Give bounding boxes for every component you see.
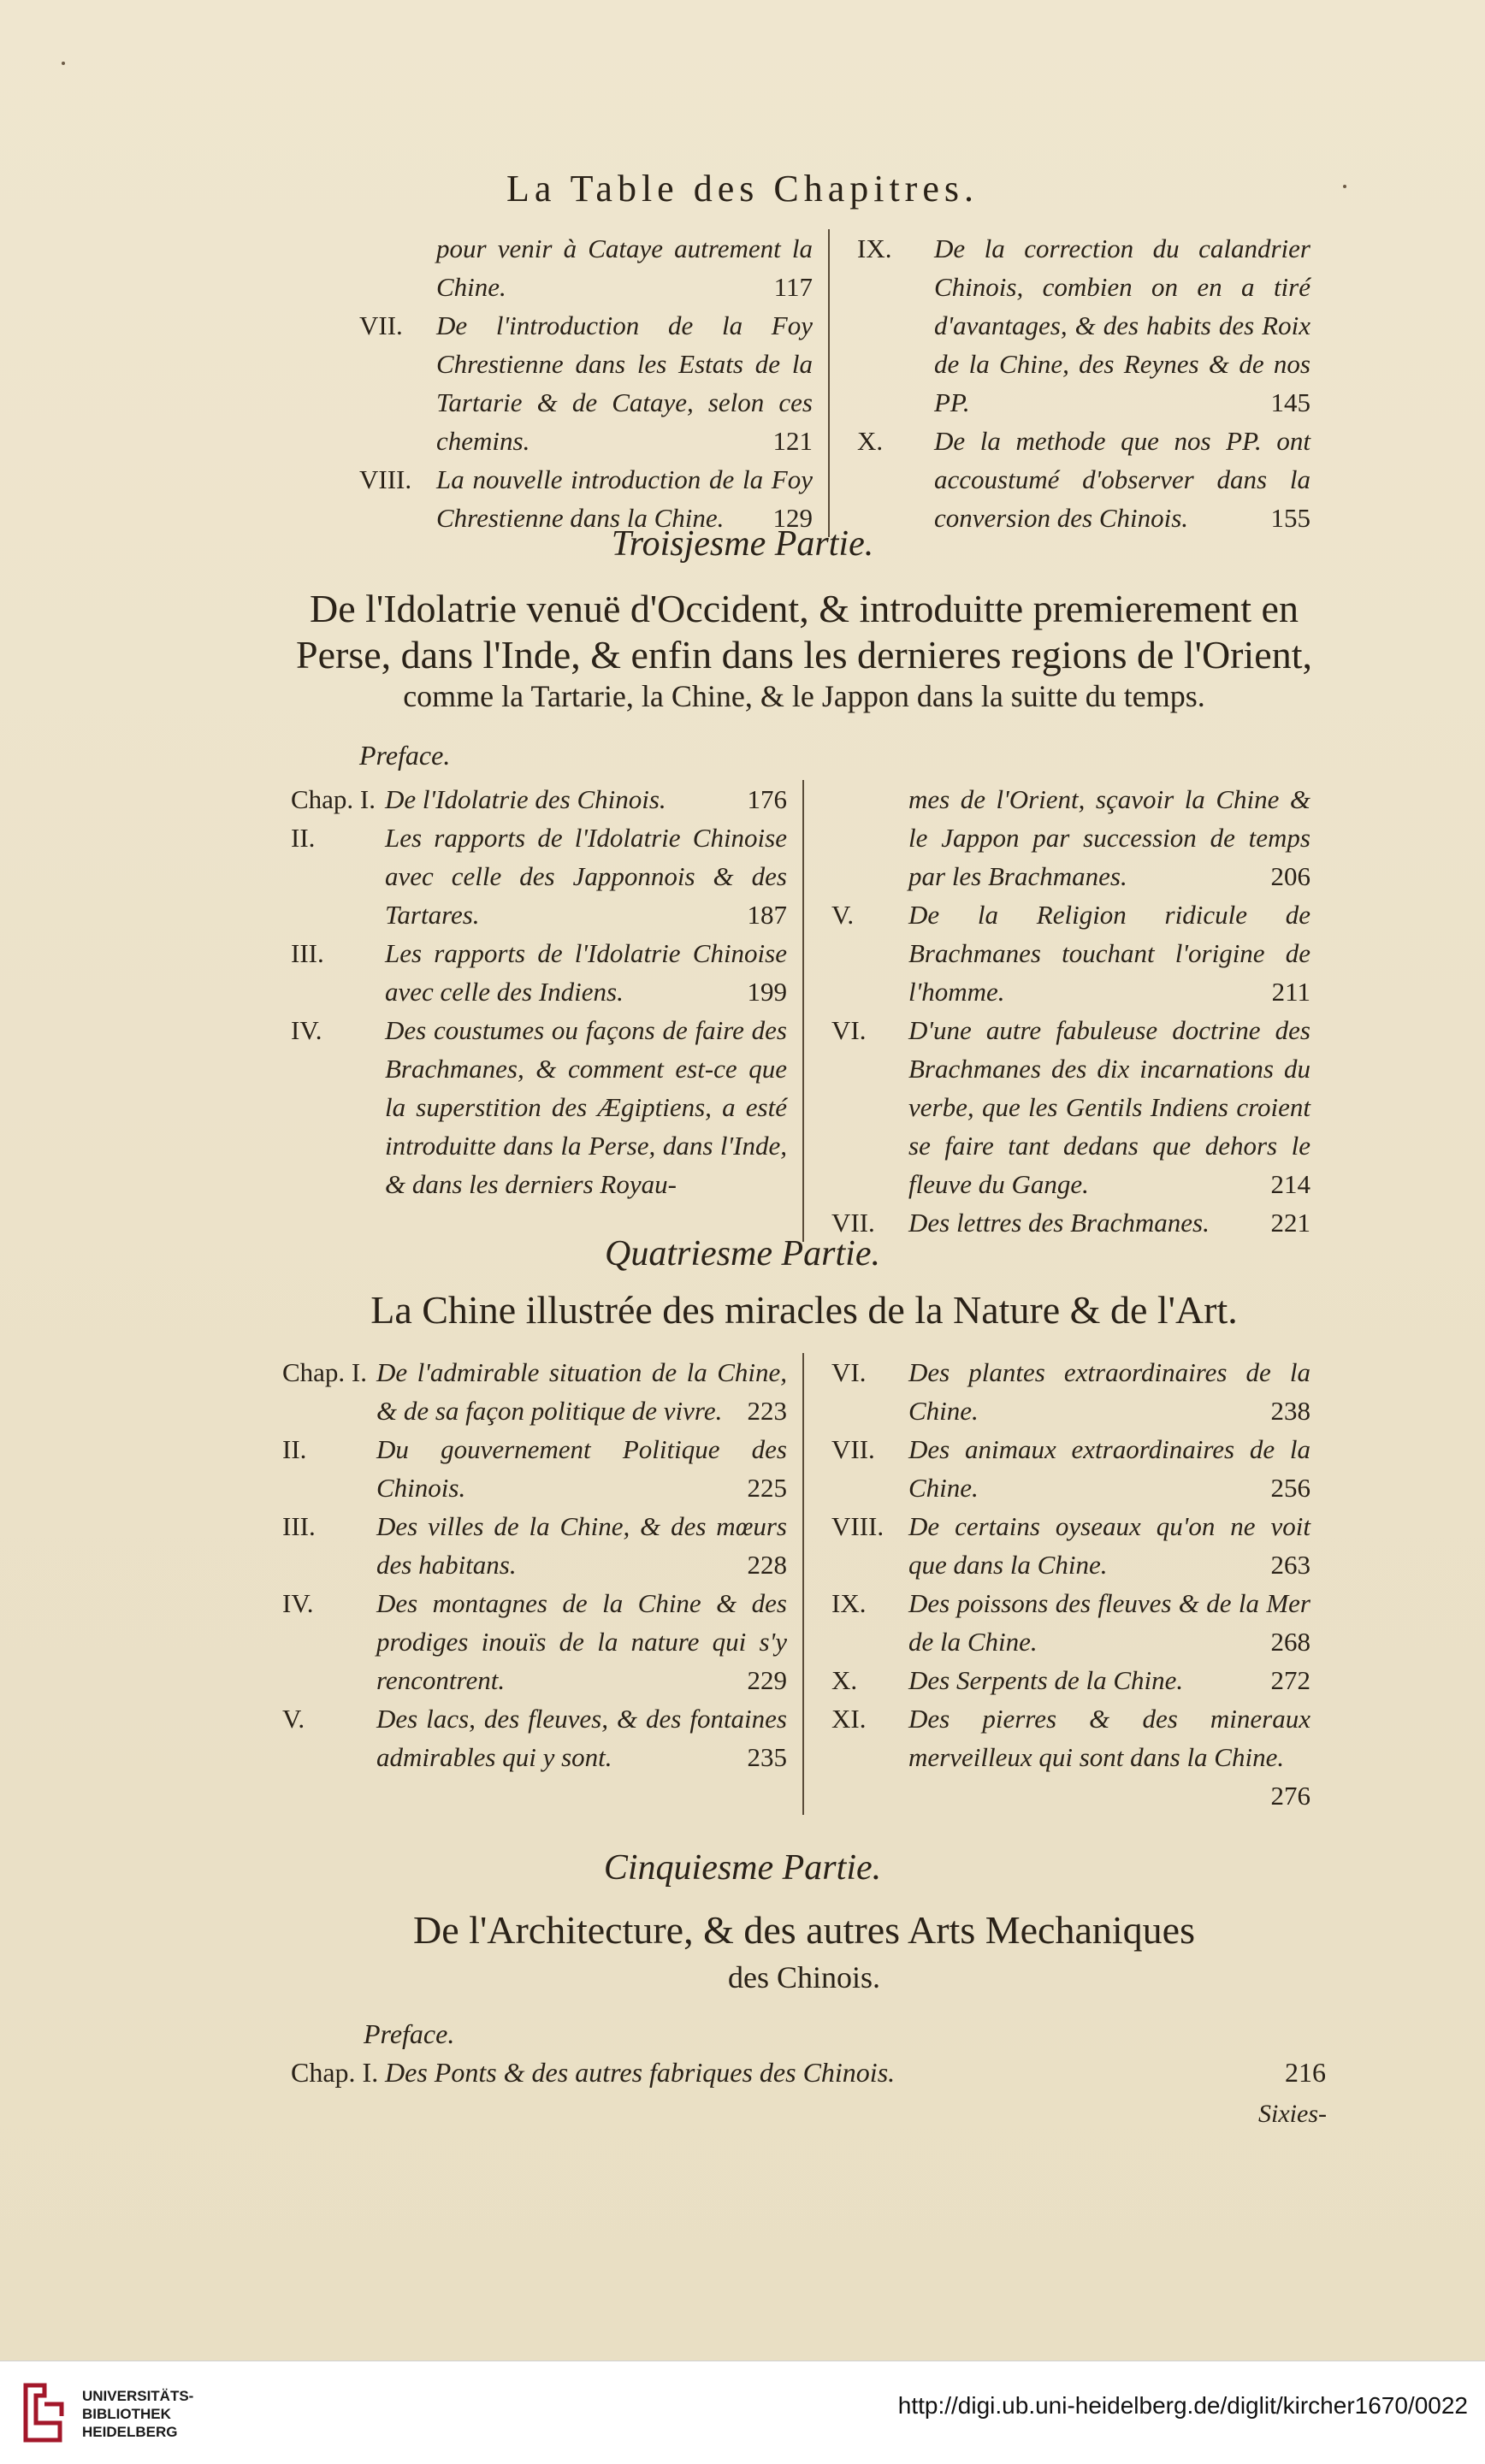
entry-text-wrap: [385, 934, 787, 1011]
entry-number: V.: [282, 1704, 305, 1734]
entry-text-wrap: [908, 895, 1310, 1011]
toc-entry: [831, 1430, 1310, 1507]
entry-page: 145: [1270, 387, 1310, 417]
entry-number: VI.: [831, 1357, 867, 1387]
footer-bar: [0, 2361, 1485, 2464]
entry-number: VI.: [831, 1015, 867, 1045]
entry-page: 214: [1270, 1169, 1310, 1199]
toc-part4-left-column: [282, 1353, 804, 1815]
toc-entry: [291, 934, 787, 1011]
entry-text: Des animaux extraordinaires de la Chine.: [908, 1434, 1310, 1503]
entry-number: VII.: [359, 310, 403, 340]
entry-text-wrap: [376, 1507, 787, 1584]
entry-text: De la methode que nos PP. ont accoustumé d'observer dans la conversion des Chinois.: [934, 426, 1310, 533]
entry-page: 176: [747, 784, 787, 814]
entry-page: 263: [1270, 1550, 1310, 1580]
entry-text: D'une autre fabuleuse doctrine des Brachmanes des dix incarnations du verbe, que les Gentils Indiens croient se faire tant dedans que dehors le fleuve du Gange.: [908, 1015, 1310, 1199]
toc-entry: [831, 1507, 1310, 1584]
library-name-line: BIBLIOTHEK: [82, 2406, 171, 2422]
part5-heading: De l'Architecture, & des autres Arts Mechaniques: [413, 1908, 1195, 1952]
part3-heading: De l'Idolatrie venuë d'Occident, & introduitte premierement en Perse, dans l'Inde, & enfin dans les dernieres regions de l'Orient,: [296, 587, 1312, 677]
entry-number: VII.: [831, 1208, 875, 1238]
entry-text: Des montagnes de la Chine & des prodiges inouïs de la nature qui s'y rencontrent.: [376, 1588, 787, 1695]
entry-page: 121: [772, 426, 813, 456]
library-name-line: HEIDELBERG: [82, 2424, 178, 2440]
entry-text-wrap: [436, 306, 813, 460]
entry-page: 256: [1270, 1473, 1310, 1503]
toc-entry: [831, 1584, 1310, 1661]
entry-text-wrap: [385, 818, 787, 934]
entry-text: De l'admirable situation de la Chine, & de sa façon politique de vivre.: [376, 1357, 787, 1426]
toc-entry: [291, 2057, 1326, 2089]
entry-number: Chap. I.: [291, 784, 376, 814]
entry-text-wrap: [908, 1430, 1310, 1507]
part3-title: Troisjesme Partie.: [611, 524, 874, 564]
entry-page: 225: [747, 1473, 787, 1503]
entry-text-wrap: [908, 1584, 1310, 1661]
toc-entry: [831, 1353, 1310, 1430]
entry-number: III.: [291, 938, 324, 968]
entry-number: Chap. I.: [282, 1357, 368, 1387]
entry-text-wrap: [436, 229, 813, 306]
entry-page: 223: [747, 1396, 787, 1426]
toc-part3-right-column: [821, 780, 1310, 1242]
entry-number: XI.: [831, 1704, 867, 1734]
entry-number: VII.: [831, 1434, 875, 1464]
entry-number: Chap. I.: [291, 2057, 379, 2088]
toc-top-right-column: [847, 229, 1310, 537]
entry-text: Des villes de la Chine, & des mœurs des habitans.: [376, 1511, 787, 1580]
entry-text-wrap: [908, 1699, 1310, 1815]
entry-number: II.: [291, 823, 316, 853]
entry-number: V.: [831, 900, 855, 930]
part5-subheading: des Chinois.: [727, 1960, 880, 1994]
entry-text: mes de l'Orient, sçavoir la Chine & le Jappon par succession de temps par les Brachmanes.: [908, 784, 1310, 891]
part5-title: Cinquiesme Partie.: [603, 1848, 882, 1888]
toc-entry: [291, 780, 787, 818]
library-name-line: UNIVERSITÄTS-: [82, 2388, 194, 2404]
toc-entry: [282, 1584, 787, 1699]
toc-entry: [282, 1430, 787, 1507]
running-head: La Table des Chapitres.: [506, 168, 979, 210]
toc-entry: [857, 422, 1310, 537]
entry-text: Des pierres & des mineraux merveilleux qui sont dans la Chine.: [908, 1704, 1310, 1772]
page-url[interactable]: http://digi.ub.uni-heidelberg.de/diglit/kircher1670/0022: [897, 2392, 1468, 2419]
toc-entry: [359, 229, 813, 306]
toc-entry: [831, 1011, 1310, 1203]
entry-text: Des Serpents de la Chine.: [908, 1665, 1184, 1695]
entry-number: IV.: [291, 1015, 322, 1045]
part4-title: Quatriesme Partie.: [605, 1234, 880, 1273]
part3-heading-line2: comme la Tartarie, la Chine, & le Jappon dans la suitte du temps.: [403, 679, 1205, 713]
toc-entry: [831, 895, 1310, 1011]
entry-text-wrap: [376, 1353, 787, 1430]
entry-text-wrap: [908, 1353, 1310, 1430]
entry-text: Des plantes extraordinaires de la Chine.: [908, 1357, 1310, 1426]
entry-text-wrap: [376, 1430, 787, 1507]
toc-part3-left-column: [291, 780, 804, 1242]
entry-text-wrap: [376, 1584, 787, 1699]
toc-top-columns: [359, 229, 1326, 537]
toc-part4-right-column: [821, 1353, 1310, 1815]
entry-page: 216: [1285, 2057, 1326, 2088]
entry-page: 276: [1270, 1781, 1310, 1811]
entry-text: Des poissons des fleuves & de la Mer de la Chine.: [908, 1588, 1310, 1657]
entry-text: De l'Idolatrie des Chinois.: [385, 784, 666, 814]
entry-text: Les rapports de l'Idolatrie Chinoise avec celle des Indiens.: [385, 938, 787, 1007]
toc-entry: [831, 1699, 1310, 1815]
entry-text-wrap: [908, 780, 1310, 895]
toc-entry: [831, 1661, 1310, 1699]
entry-page: 221: [1270, 1208, 1310, 1238]
entry-text: Des lacs, des fleuves, & des fontaines admirables qui y sont.: [376, 1704, 787, 1772]
entry-page: 187: [747, 900, 787, 930]
entry-text-wrap: [385, 780, 787, 818]
paper-speck: [1343, 185, 1346, 188]
university-library-logo-icon: [19, 2378, 70, 2447]
entry-page: 268: [1270, 1627, 1310, 1657]
entry-page: 229: [747, 1665, 787, 1695]
entry-text: De la Religion ridicule de Brachmanes touchant l'origine de l'homme.: [908, 900, 1310, 1007]
part5-preface: Preface.: [364, 2018, 455, 2049]
entry-number: VIII.: [359, 464, 412, 494]
entry-text: La nouvelle introduction de la Foy Chrestienne dans la Chine.: [436, 464, 813, 533]
toc-entry: [857, 229, 1310, 422]
entry-page: 228: [747, 1550, 787, 1580]
toc-entry: [291, 818, 787, 934]
toc-top-left-column: [359, 229, 830, 537]
entry-text-wrap: [908, 1507, 1310, 1584]
entry-number: VIII.: [831, 1511, 884, 1541]
part3-preface: Preface.: [359, 740, 451, 771]
part4-heading: La Chine illustrée des miracles de la Nature & de l'Art.: [370, 1288, 1238, 1332]
entry-text-wrap: [385, 1011, 787, 1203]
toc-entry: [282, 1507, 787, 1584]
entry-page: 238: [1270, 1396, 1310, 1426]
catchword: Sixies-: [1258, 2100, 1327, 2128]
entry-number: IV.: [282, 1588, 314, 1618]
entry-text: De la correction du calandrier Chinois, combien on en a tiré d'avantages, & des habits des Roix de la Chine, des Reynes & de nos PP.: [934, 233, 1310, 417]
entry-page: 211: [1271, 977, 1310, 1007]
entry-page: 206: [1270, 861, 1310, 891]
entry-number: II.: [282, 1434, 307, 1464]
entry-page: 155: [1270, 503, 1310, 533]
entry-text-wrap: [908, 1661, 1310, 1699]
entry-text: Les rapports de l'Idolatrie Chinoise avec celle des Japponnois & des Tartares.: [385, 823, 787, 930]
entry-number: IX.: [857, 233, 892, 263]
entry-text-wrap: [934, 422, 1310, 537]
entry-text: Du gouvernement Politique des Chinois.: [376, 1434, 787, 1503]
toc-entry: [282, 1699, 787, 1776]
toc-entry: [831, 780, 1310, 895]
paper-speck: [62, 62, 65, 65]
entry-text: Des coustumes ou façons de faire des Brachmanes, & comment est-ce que la superstition des Ægiptiens, a esté introduitte dans la Perse, dans l'Inde, & dans les derniers Royau-: [385, 1015, 787, 1199]
entry-number: X.: [831, 1665, 858, 1695]
entry-text: pour venir à Cataye autrement la Chine.: [436, 233, 813, 302]
toc-entry: [291, 1011, 787, 1203]
entry-page: 235: [747, 1742, 787, 1772]
entry-number: X.: [857, 426, 884, 456]
toc-entry: [359, 306, 813, 460]
toc-part3-columns: [291, 780, 1326, 1242]
entry-text: Des lettres des Brachmanes.: [908, 1208, 1210, 1238]
toc-part4-columns: [282, 1353, 1326, 1815]
entry-page: 272: [1270, 1665, 1310, 1695]
entry-text: Des Ponts & des autres fabriques des Chinois.: [385, 2057, 896, 2088]
entry-page: 199: [747, 977, 787, 1007]
entry-text: De l'introduction de la Foy Chrestienne dans les Estats de la Tartarie & de Cataye, selon ces chemins.: [436, 310, 813, 456]
entry-text-wrap: [934, 229, 1310, 422]
entry-text-wrap: [376, 1699, 787, 1776]
entry-number: IX.: [831, 1588, 867, 1618]
entry-text-wrap: [908, 1011, 1310, 1203]
library-name: [82, 2387, 193, 2441]
entry-page: 129: [772, 503, 813, 533]
toc-entry: [282, 1353, 787, 1430]
entry-page: 117: [773, 272, 813, 302]
entry-text: De certains oyseaux qu'on ne voit que dans la Chine.: [908, 1511, 1310, 1580]
entry-number: III.: [282, 1511, 316, 1541]
